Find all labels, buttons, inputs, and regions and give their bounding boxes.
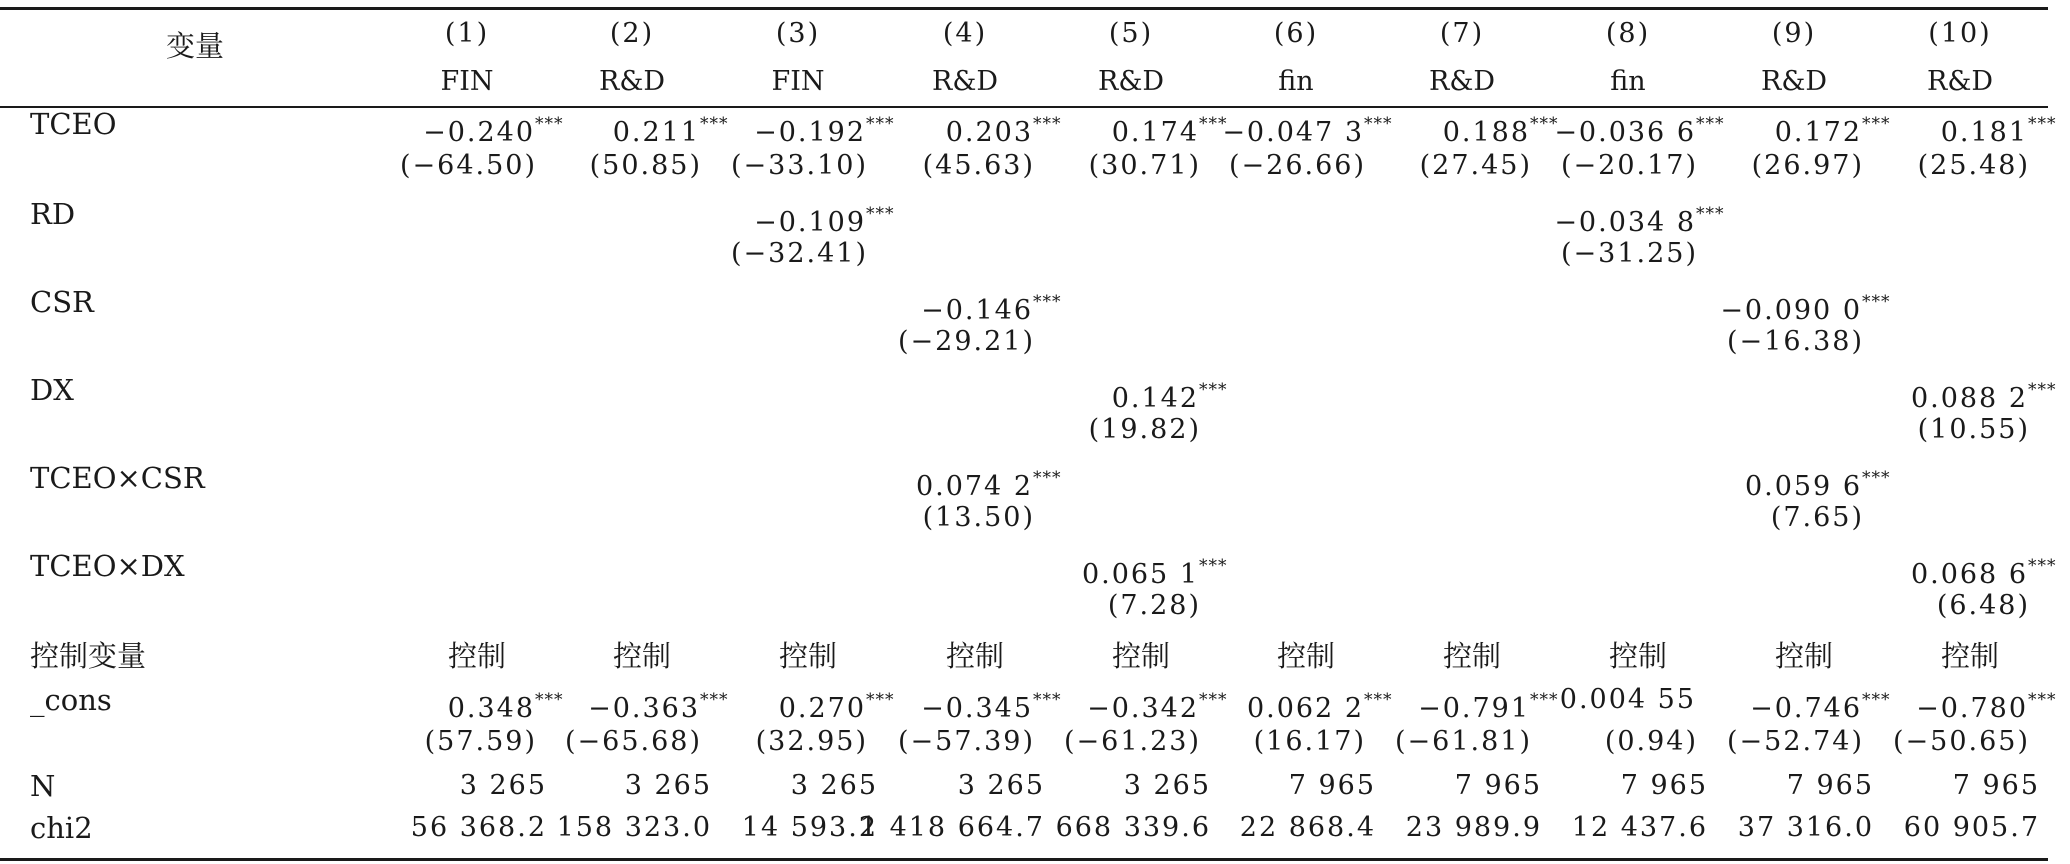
dependent-variable: R&D — [1760, 66, 1827, 97]
t-statistic: (7.28) — [1107, 590, 1201, 621]
variable-header: 变量 — [165, 29, 224, 63]
coefficient-value: −0.047 3 — [1222, 117, 1364, 148]
chi2-value: 60 905.7 — [1903, 812, 2040, 843]
dependent-variable: R&D — [1926, 66, 1993, 97]
coefficient-cell — [825, 280, 1075, 324]
significance-stars: *** — [1199, 380, 1228, 400]
significance-stars: *** — [1862, 468, 1891, 488]
n-value: 7 965 — [1786, 770, 1874, 801]
t-statistic: (−64.50) — [400, 150, 537, 181]
chi2-value: 158 323.0 — [556, 812, 712, 843]
dependent-variable: R&D — [931, 66, 998, 97]
coefficient-value: 0.062 2 — [1246, 693, 1364, 724]
coefficient-cell — [1654, 280, 1904, 324]
cons-label: _cons — [30, 683, 112, 717]
t-statistic: (−31.25) — [1561, 238, 1698, 269]
n-value: 7 965 — [1952, 770, 2040, 801]
t-statistic: (−26.66) — [1229, 150, 1366, 181]
t-statistic: (−16.38) — [1727, 326, 1864, 357]
controls-value: 控制 — [945, 639, 1004, 673]
n-value: 3 265 — [459, 770, 547, 801]
coefficient-value: 0.068 6 — [1910, 559, 2028, 590]
row-label: CSR — [30, 285, 94, 319]
dependent-variable: R&D — [1428, 66, 1495, 97]
significance-stars: *** — [1530, 690, 1559, 710]
column-number: (1) — [444, 18, 490, 49]
t-statistic: (10.55) — [1917, 414, 2030, 445]
top-rule — [0, 7, 2048, 10]
n-value: 3 265 — [1123, 770, 1211, 801]
controls-value: 控制 — [1940, 639, 1999, 673]
significance-stars: *** — [1199, 556, 1228, 576]
t-statistic: (7.65) — [1770, 502, 1864, 533]
significance-stars: *** — [535, 114, 564, 134]
row-label: TCEO — [30, 107, 117, 141]
significance-stars: *** — [1033, 114, 1062, 134]
coefficient-cell — [1820, 102, 2070, 146]
significance-stars: *** — [1862, 292, 1891, 312]
t-statistic: (−32.41) — [731, 238, 868, 269]
column-number: (4) — [942, 18, 988, 49]
significance-stars: *** — [1199, 114, 1228, 134]
dependent-variable: FIN — [771, 66, 825, 97]
coefficient-value: 0.074 2 — [915, 471, 1033, 502]
coefficient-value: 0.065 1 — [1081, 559, 1199, 590]
coefficient-cell — [991, 368, 1241, 412]
coefficient-value: 0.172 — [1774, 117, 1862, 148]
coefficient-value: −0.192 — [754, 117, 866, 148]
chi2-value: 56 368.2 — [410, 812, 547, 843]
t-statistic: (6.48) — [1936, 590, 2030, 621]
cons-t-statistic: (−57.39) — [898, 726, 1035, 757]
coefficient-cell — [1654, 456, 1904, 500]
cons-coefficient-cell — [1820, 678, 2070, 722]
controls-value: 控制 — [778, 639, 837, 673]
coefficient-value: 0.088 2 — [1910, 383, 2028, 414]
cons-t-statistic: (−61.81) — [1395, 726, 1532, 757]
coefficient-cell — [1488, 192, 1738, 236]
chi2-value: 14 593.2 — [741, 812, 878, 843]
controls-value: 控制 — [447, 639, 506, 673]
chi2-value: 23 989.9 — [1405, 812, 1542, 843]
cons-t-statistic: (−50.65) — [1893, 726, 2030, 757]
coefficient-value: 0.174 — [1111, 117, 1199, 148]
column-number: (6) — [1273, 18, 1319, 49]
coefficient-value: 0.203 — [945, 117, 1033, 148]
coefficient-value: −0.109 — [754, 207, 866, 238]
dependent-variable: fin — [1278, 66, 1314, 97]
coefficient-cell — [1820, 544, 2070, 588]
significance-stars: *** — [1862, 690, 1891, 710]
t-statistic: (25.48) — [1917, 150, 2030, 181]
significance-stars: *** — [2028, 380, 2057, 400]
column-number: (9) — [1771, 18, 1817, 49]
n-value: 3 265 — [790, 770, 878, 801]
significance-stars: *** — [1530, 114, 1559, 134]
coefficient-cell — [658, 192, 908, 236]
t-statistic: (−29.21) — [898, 326, 1035, 357]
bottom-rule — [0, 858, 2048, 861]
coefficient-value: −0.342 — [1087, 693, 1199, 724]
significance-stars: *** — [1364, 114, 1393, 134]
significance-stars: *** — [1199, 690, 1228, 710]
t-statistic: (13.50) — [922, 502, 1035, 533]
row-label: DX — [30, 373, 74, 407]
coefficient-value: −0.345 — [921, 693, 1033, 724]
column-number: (8) — [1605, 18, 1651, 49]
column-number: (5) — [1108, 18, 1154, 49]
dependent-variable: R&D — [598, 66, 665, 97]
coefficient-value: −0.240 — [423, 117, 535, 148]
chi2-value: 22 868.4 — [1239, 812, 1376, 843]
controls-value: 控制 — [1774, 639, 1833, 673]
n-value: 7 965 — [1454, 770, 1542, 801]
significance-stars: *** — [700, 114, 729, 134]
significance-stars: *** — [866, 690, 895, 710]
coefficient-value: 0.211 — [612, 117, 700, 148]
coefficient-value: 0.004 55 — [1559, 684, 1696, 715]
cons-t-statistic: (−52.74) — [1727, 726, 1864, 757]
t-statistic: (50.85) — [589, 150, 702, 181]
controls-value: 控制 — [612, 639, 671, 673]
coefficient-value: −0.363 — [588, 693, 700, 724]
significance-stars: *** — [1033, 468, 1062, 488]
controls-label: 控制变量 — [30, 639, 147, 673]
coefficient-value: 0.181 — [1940, 117, 2028, 148]
n-value: 7 965 — [1620, 770, 1708, 801]
coefficient-value: 0.188 — [1442, 117, 1530, 148]
significance-stars: *** — [1033, 292, 1062, 312]
chi2-label: chi2 — [30, 811, 93, 845]
row-label: RD — [30, 197, 76, 231]
significance-stars: *** — [1696, 204, 1725, 224]
column-number: (2) — [609, 18, 655, 49]
coefficient-value: 0.348 — [447, 693, 535, 724]
row-label: TCEO×DX — [30, 549, 185, 583]
cons-t-statistic: (32.95) — [755, 726, 868, 757]
coefficient-value: −0.780 — [1916, 693, 2028, 724]
coefficient-cell — [1820, 368, 2070, 412]
controls-value: 控制 — [1442, 639, 1501, 673]
significance-stars: *** — [535, 690, 564, 710]
dependent-variable: R&D — [1097, 66, 1164, 97]
coefficient-value: −0.034 8 — [1554, 207, 1696, 238]
cons-t-statistic: (57.59) — [424, 726, 537, 757]
n-value: 3 265 — [957, 770, 1045, 801]
dependent-variable: fin — [1610, 66, 1646, 97]
dependent-variable: FIN — [440, 66, 494, 97]
coefficient-value: 0.142 — [1111, 383, 1199, 414]
coefficient-cell — [991, 544, 1241, 588]
column-number: (10) — [1928, 18, 1992, 49]
t-statistic: (−33.10) — [731, 150, 868, 181]
controls-value: 控制 — [1111, 639, 1170, 673]
significance-stars: *** — [1364, 690, 1393, 710]
t-statistic: (26.97) — [1751, 150, 1864, 181]
cons-t-statistic: (−61.23) — [1064, 726, 1201, 757]
column-number: (7) — [1439, 18, 1485, 49]
significance-stars: *** — [2028, 556, 2057, 576]
coefficient-value: −0.090 0 — [1720, 295, 1862, 326]
significance-stars: *** — [1033, 690, 1062, 710]
chi2-value: 12 437.6 — [1571, 812, 1708, 843]
coefficient-value: 0.270 — [778, 693, 866, 724]
cons-t-statistic: (−65.68) — [565, 726, 702, 757]
controls-value: 控制 — [1276, 639, 1335, 673]
n-value: 3 265 — [624, 770, 712, 801]
coefficient-cell — [825, 456, 1075, 500]
significance-stars: *** — [866, 114, 895, 134]
chi2-value: 1 418 664.7 — [859, 812, 1045, 843]
controls-value: 控制 — [1608, 639, 1667, 673]
coefficient-value: −0.746 — [1750, 693, 1862, 724]
cons-t-statistic: (0.94) — [1604, 726, 1698, 757]
significance-stars: *** — [1862, 114, 1891, 134]
t-statistic: (30.71) — [1088, 150, 1201, 181]
n-label: N — [30, 769, 56, 803]
coefficient-value: −0.036 6 — [1554, 117, 1696, 148]
coefficient-value: 0.059 6 — [1744, 471, 1862, 502]
t-statistic: (−20.17) — [1561, 150, 1698, 181]
chi2-value: 668 339.6 — [1055, 812, 1211, 843]
significance-stars: *** — [700, 690, 729, 710]
t-statistic: (45.63) — [922, 150, 1035, 181]
significance-stars: *** — [1696, 114, 1725, 134]
significance-stars: *** — [2028, 114, 2057, 134]
cons-t-statistic: (16.17) — [1253, 726, 1366, 757]
t-statistic: (19.82) — [1088, 414, 1201, 445]
coefficient-value: −0.146 — [921, 295, 1033, 326]
column-number: (3) — [775, 18, 821, 49]
coefficient-value: −0.791 — [1418, 693, 1530, 724]
t-statistic: (27.45) — [1419, 150, 1532, 181]
significance-stars: *** — [2028, 690, 2057, 710]
significance-stars: *** — [866, 204, 895, 224]
chi2-value: 37 316.0 — [1737, 812, 1874, 843]
row-label: TCEO×CSR — [30, 461, 205, 495]
n-value: 7 965 — [1288, 770, 1376, 801]
